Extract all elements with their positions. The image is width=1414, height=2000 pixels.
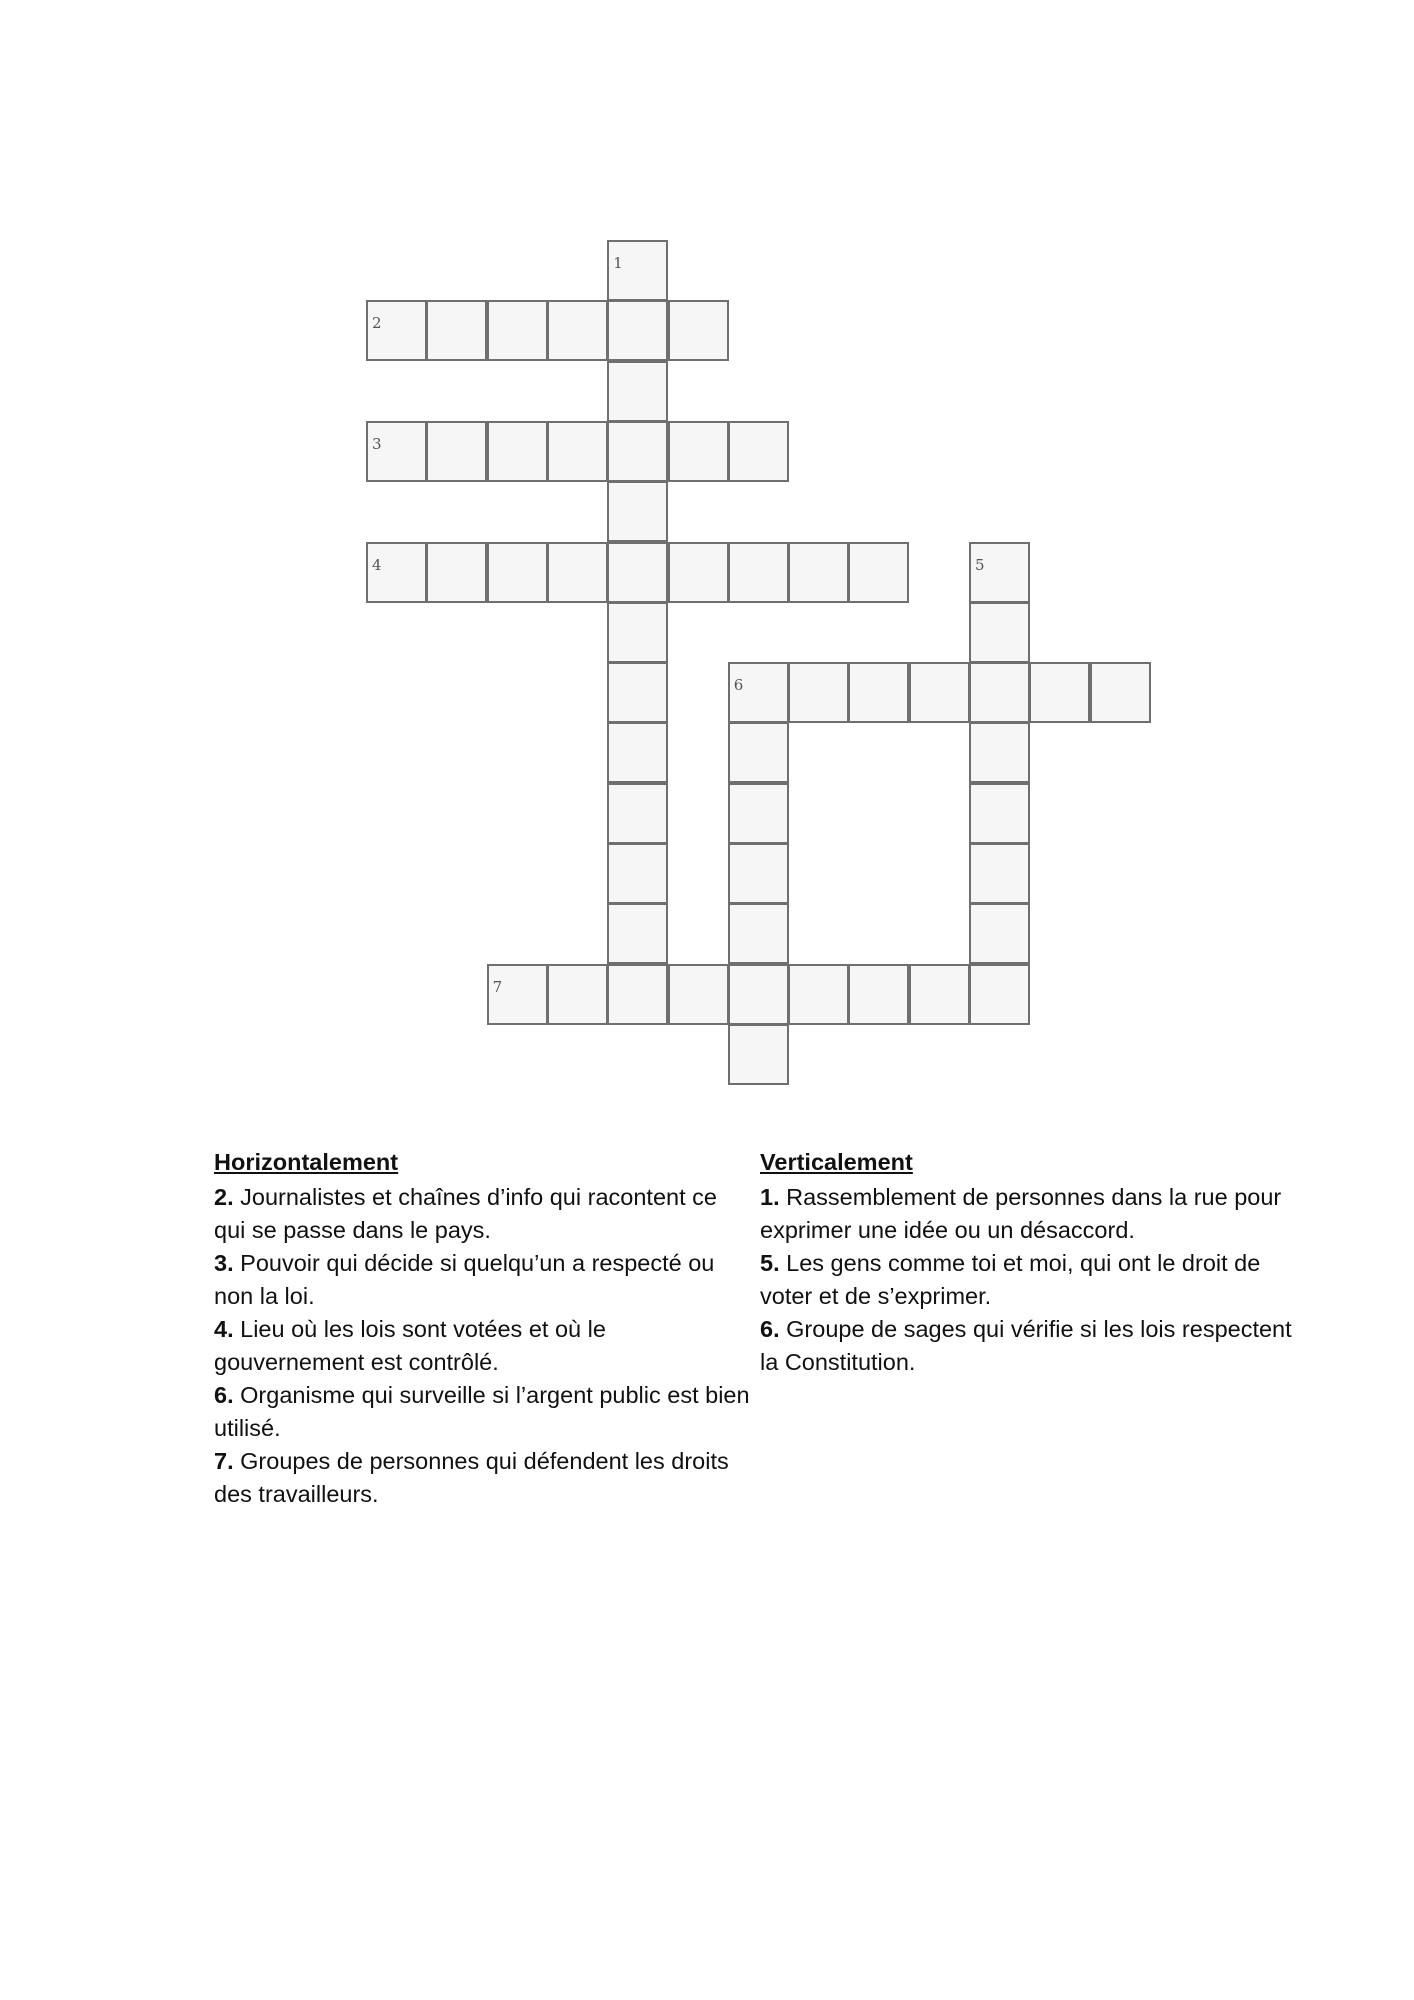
crossword-cell[interactable]: [728, 964, 789, 1025]
crossword-cell[interactable]: [668, 542, 729, 603]
vertical-clues: [760, 1146, 1300, 1379]
crossword-cell[interactable]: [607, 662, 668, 723]
crossword-cell[interactable]: [607, 602, 668, 663]
crossword-cell[interactable]: [969, 964, 1030, 1025]
crossword-cell[interactable]: [728, 542, 789, 603]
clue-item: [760, 1181, 1300, 1247]
crossword-cell[interactable]: [607, 300, 668, 361]
crossword-cell[interactable]: [607, 903, 668, 964]
clue-number: 1.: [760, 1184, 780, 1210]
clue-item: [214, 1379, 754, 1445]
crossword-cell[interactable]: [728, 421, 789, 482]
crossword-cell[interactable]: [788, 964, 849, 1025]
crossword-cell[interactable]: [607, 843, 668, 904]
crossword-cell[interactable]: [607, 964, 668, 1025]
crossword-cell[interactable]: [487, 964, 548, 1025]
crossword-cell[interactable]: [848, 662, 909, 723]
crossword-cell[interactable]: [607, 722, 668, 783]
clue-number-label: 3: [372, 434, 382, 453]
clue-number-label: 1: [613, 254, 623, 272]
crossword-cell[interactable]: [607, 361, 668, 422]
crossword-cell[interactable]: [728, 662, 789, 723]
clue-text: Rassemblement de personnes dans la rue pour exprimer une idée ou un désaccord.: [760, 1184, 1282, 1243]
clue-item: [214, 1445, 754, 1511]
crossword-cell[interactable]: [969, 783, 1030, 844]
crossword-cell[interactable]: [426, 542, 487, 603]
clue-number: 4.: [214, 1316, 234, 1342]
crossword-cell[interactable]: [426, 421, 487, 482]
clue-number: 7.: [214, 1448, 234, 1474]
clue-number-label: 4: [372, 555, 382, 574]
crossword-cell[interactable]: [366, 542, 427, 603]
crossword-cell[interactable]: [607, 481, 668, 542]
crossword-cell[interactable]: [969, 843, 1030, 904]
crossword-cell[interactable]: [366, 300, 427, 361]
horizontal-clue-list: [214, 1181, 754, 1511]
crossword-cell[interactable]: [969, 602, 1030, 663]
clue-number: 2.: [214, 1184, 234, 1210]
vertical-clue-list: [760, 1181, 1300, 1379]
crossword-cell[interactable]: [848, 542, 909, 603]
crossword-cell[interactable]: [788, 542, 849, 603]
vertical-heading: Verticalement: [760, 1149, 913, 1175]
crossword-cell[interactable]: [788, 662, 849, 723]
crossword-cell[interactable]: [1090, 662, 1151, 723]
crossword-cell[interactable]: [848, 964, 909, 1025]
clue-number-label: 6: [733, 676, 744, 695]
crossword-cell[interactable]: [366, 421, 427, 482]
crossword-cell[interactable]: [668, 300, 729, 361]
crossword-cell[interactable]: [607, 783, 668, 844]
crossword-cell[interactable]: [728, 903, 789, 964]
crossword-cell[interactable]: [547, 542, 608, 603]
crossword-cell[interactable]: [607, 240, 668, 301]
crossword-cell[interactable]: [728, 783, 789, 844]
clue-number-label: 5: [975, 555, 985, 574]
crossword-cell[interactable]: [969, 542, 1030, 603]
crossword-cell[interactable]: [607, 542, 668, 603]
clue-text: Les gens comme toi et moi, qui ont le droit de voter et de s’exprimer.: [760, 1250, 1261, 1309]
crossword-cell[interactable]: [969, 903, 1030, 964]
crossword-cell[interactable]: [426, 300, 487, 361]
crossword-cell[interactable]: [909, 662, 970, 723]
horizontal-heading: Horizontalement: [214, 1149, 399, 1175]
clue-item: [214, 1247, 754, 1313]
crossword-cell[interactable]: [487, 542, 548, 603]
crossword-cell[interactable]: [728, 722, 789, 783]
clue-text: Groupe de sages qui vérifie si les lois respectent la Constitution.: [760, 1316, 1292, 1375]
clue-text: Groupes de personnes qui défendent les droits des travailleurs.: [214, 1448, 729, 1507]
clue-item: [760, 1247, 1300, 1313]
crossword-cell[interactable]: [607, 421, 668, 482]
crossword-cell[interactable]: [969, 662, 1030, 723]
clue-item: [214, 1313, 754, 1379]
clue-number: 3.: [214, 1250, 234, 1276]
crossword-cell[interactable]: [728, 843, 789, 904]
crossword-cell[interactable]: [668, 421, 729, 482]
crossword-cell[interactable]: [668, 964, 729, 1025]
crossword-cell[interactable]: [487, 300, 548, 361]
crossword-cell[interactable]: [728, 1024, 789, 1085]
clue-text: Journalistes et chaînes d’info qui racontent ce qui se passe dans le pays.: [214, 1184, 717, 1243]
clue-number: 5.: [760, 1250, 780, 1276]
clue-item: [214, 1181, 754, 1247]
clue-number-label: 2: [372, 314, 382, 333]
clue-text: Lieu où les lois sont votées et où le gouvernement est contrôlé.: [214, 1316, 606, 1375]
crossword-cell[interactable]: [487, 421, 548, 482]
horizontal-clues: [214, 1146, 754, 1511]
crossword-cell[interactable]: [909, 964, 970, 1025]
crossword-cell[interactable]: [547, 300, 608, 361]
clue-number: 6.: [214, 1382, 234, 1408]
clue-item: [760, 1313, 1300, 1379]
crossword-cell[interactable]: [969, 722, 1030, 783]
crossword-cell[interactable]: [547, 964, 608, 1025]
crossword-cell[interactable]: [547, 421, 608, 482]
clue-number-label: 7: [492, 977, 503, 996]
clue-text: Pouvoir qui décide si quelqu’un a respecté ou non la loi.: [214, 1250, 715, 1309]
clue-text: Organisme qui surveille si l’argent public est bien utilisé.: [214, 1382, 750, 1441]
clue-number: 6.: [760, 1316, 780, 1342]
crossword-cell[interactable]: [1029, 662, 1090, 723]
